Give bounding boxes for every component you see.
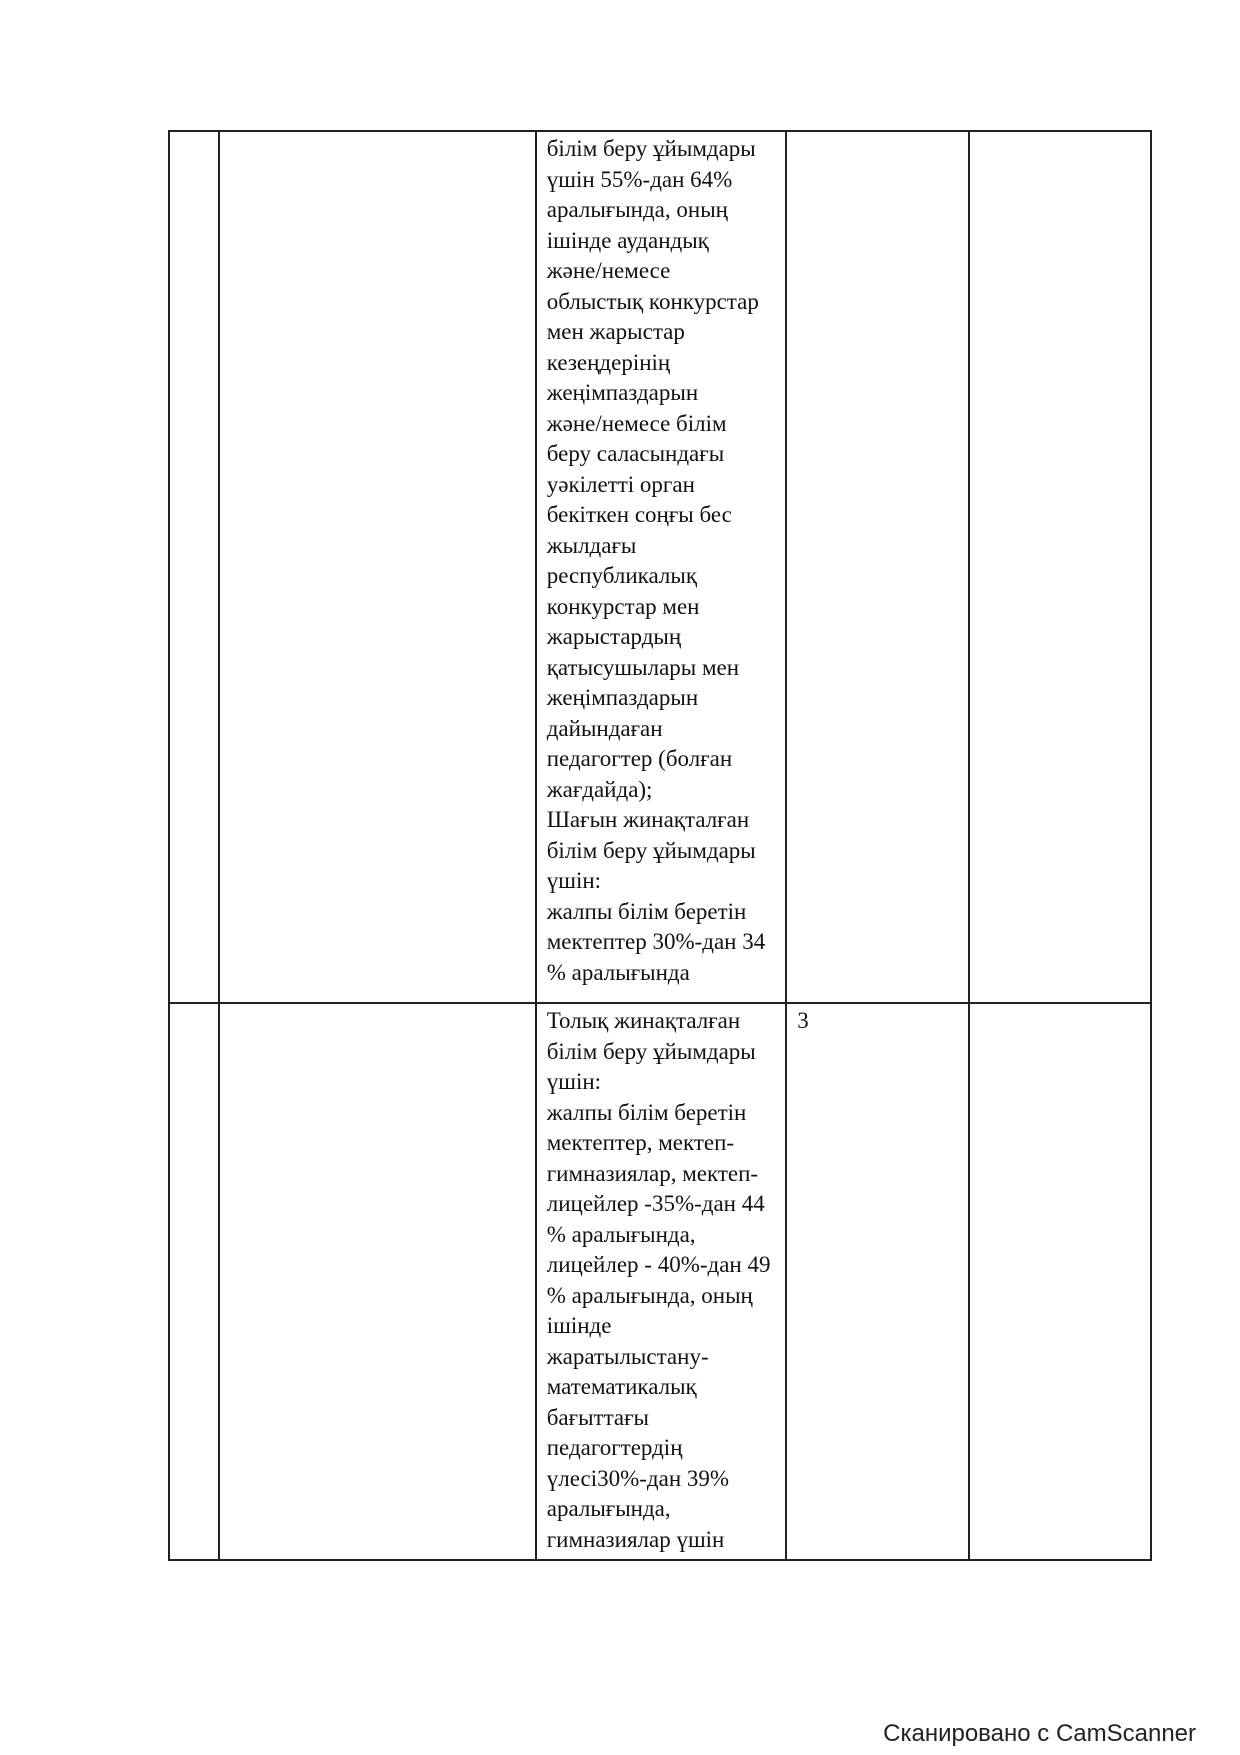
- scanner-watermark: Сканировано с CamScanner: [883, 1720, 1196, 1747]
- table-cell-notes: [969, 131, 1151, 1003]
- table-cell-criteria: [536, 131, 787, 1003]
- table-cell-criteria: [536, 1003, 787, 1560]
- table-row: [169, 1003, 1151, 1560]
- table-row: [169, 131, 1151, 1003]
- table-cell-indicator: [219, 1003, 536, 1560]
- table-cell-number: [169, 1003, 219, 1560]
- criteria-text: білім беру ұйымдары үшін 55%-дан 64% аралығында, оның ішінде аудандық және/немесе облыстық конкурстар мен жарыстар кезеңдерінің жеңімпаздарын және/немесе білім беру саласындағы уәкілетті орган бекіткен соңғы бес жылдағы республикалық конкурстар мен жарыстардың қатысушылары мен жеңімпаздарын дайындаған педагогтер (болған жағдайда); Шағын жинақталған білім беру ұйымдары үшін: жалпы білім беретін мектептер 30%-дан 34 % аралығында: [546, 136, 766, 985]
- table-cell-number: [169, 131, 219, 1003]
- table-cell-score: [786, 131, 968, 1003]
- table-cell-notes: [969, 1003, 1151, 1560]
- score-value: 3: [797, 1008, 809, 1033]
- document-table: [168, 130, 1152, 1561]
- table-cell-score: [786, 1003, 968, 1560]
- criteria-text: Толық жинақталған білім беру ұйымдары үшін: жалпы білім беретін мектептер, мектеп- гимназиялар, мектеп- лицейлер -35%-дан 44 % аралығында, лицейлер - 40%-дан 49 % аралығында, оның ішінде жаратылыстану- математикалық бағыттағы педагогтердің үлесі30%-дан 39% аралығында, гимназиялар үшін: [546, 1008, 771, 1552]
- table-cell-indicator: [219, 131, 536, 1003]
